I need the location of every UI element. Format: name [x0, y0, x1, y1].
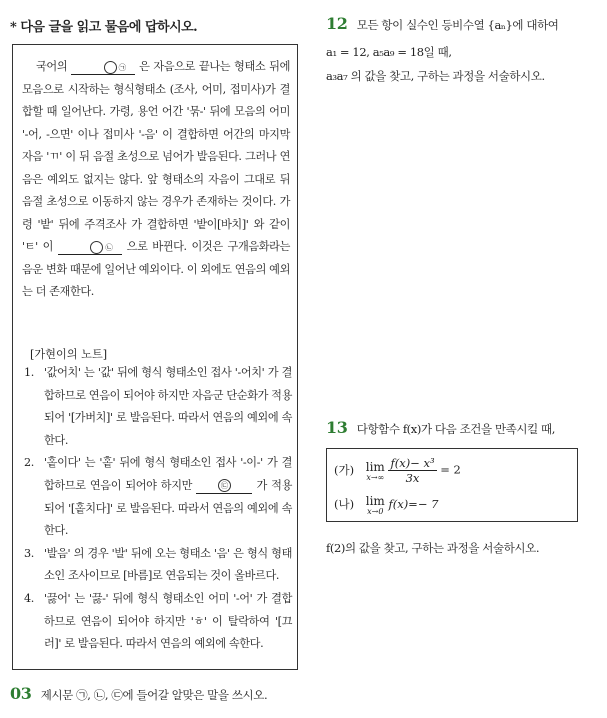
note-text: '끓어' 는 '끓-' 뒤에 형식 형태소인 어미 '-어' 가 결합하므로 연음이 되어야 하지만 'ㅎ' 이 탈락하여 '[끄러]' 로 발음된다. 따라서 연음의 예외에 속한다. [44, 591, 292, 651]
instruction: * 다음 글을 읽고 물음에 답하시오. [10, 20, 198, 35]
question-13 [326, 418, 555, 437]
condition-b-label: (나) [334, 497, 355, 511]
note-text-pre: '홑이다' 는 '홑' 뒤에 형식 형태소인 접사 '-이-' 가 결합하므로 연음이 되어야 하지만 [44, 456, 292, 492]
note-item [22, 588, 292, 656]
lim-subscript: x→∞ [366, 472, 385, 482]
q12-task: a₃a₇ 의 값을 찾고, 구하는 과정을 서술하시오. [326, 69, 545, 83]
note-item [22, 362, 292, 452]
condition-a-label: (가) [334, 462, 355, 477]
blank-2-mark: ㉡ [90, 241, 103, 254]
limit-operator [366, 460, 385, 482]
notes-title: [가현이의 노트] [30, 348, 108, 361]
question-03 [10, 684, 267, 703]
blank-1 [71, 60, 135, 75]
numerator: f(x)− x³ [390, 456, 435, 470]
q12-condition: a₁ = 12, a₅a₉ = 18일 때, [326, 45, 452, 59]
note-text: '값어치' 는 '값' 뒤에 형식 형태소인 접사 '-어치' 가 결합하므로 연음이 되어야 하지만 자음군 단순화가 적용되어 '[가버치]' 로 발음된다. 따라서 연음의 예외에 속한다. [44, 366, 292, 447]
lim-subscript: x→0 [367, 507, 384, 516]
blank-1-mark: ㉠ [104, 61, 117, 74]
blank-2 [58, 240, 122, 255]
limit-operator [366, 494, 385, 516]
blank-3 [196, 479, 252, 494]
note-number: 3. [24, 546, 34, 560]
note-number: 1. [24, 366, 34, 379]
fraction [388, 456, 436, 485]
question-number: 13 [326, 418, 348, 437]
question-12 [326, 14, 559, 33]
lim-text: lim [365, 459, 385, 474]
question-number: 03 [10, 684, 32, 703]
condition-b-expr: f(x)=− 7 [388, 497, 439, 511]
notes-list [22, 362, 292, 656]
note-text-post: 가 적용되어 '[홑치다]' 로 발음된다. 따라서 연음의 예외에 속한다. [44, 478, 292, 538]
denominator: 3x [405, 471, 420, 485]
question-text: 모든 항이 실수인 등비수열 {aₙ}에 대하여 [356, 18, 559, 32]
question-number: 12 [326, 14, 348, 33]
passage-text [22, 56, 290, 304]
blank-3-mark: ㉢ [218, 479, 231, 492]
note-text: '발음' 의 경우 '발' 뒤에 오는 형태소 '음' 은 형식 형태소인 조사이므로 [바름]로 연음되는 것이 올바르다. [44, 546, 292, 583]
question-text: 제시문 ㉠, ㉡, ㉢에 들어갈 알맞은 말을 쓰시오. [40, 688, 268, 702]
passage-seg3: 으로 바뀐다. 이것은 구개음화라는 음운 변화 때문에 일어난 예외이다. 이 외에도 연음의 예외는 더 존재한다. [22, 240, 290, 298]
passage-seg2: 은 자음으로 끝나는 형태소 뒤에 모음으로 시작하는 형식형태소 (조사, 어미, 접미사)가 결합할 때 일어난다. 가령, 용언 어간 '묶-' 뒤에 모음의 어미 '-어, -으면' 이나 접미사 '-음' 이 결합하면 어간의 마지막 자음 'ㄲ' 이 뒤 음절 초성으로 넘어가 발음된다. 그러나 연음은 예외도 없지는 않다. 앞 형태소의 자음이 그대로 뒤 음절 초성으로 이동하지 않는 경우가 존재하는 것이다. 가령 '밭' 뒤에 주격조사 가 결합하면 '밭이[바치]' 와 같이 'ㅌ' 이 [22, 60, 291, 253]
note-number: 2. [24, 456, 34, 470]
condition-a-rhs: = 2 [440, 462, 461, 477]
question-text: 다항함수 f(x)가 다음 조건을 만족시킬 때, [356, 422, 556, 436]
note-item [22, 543, 292, 588]
passage-seg1: 국어의 [36, 60, 72, 73]
lim-text: lim [365, 494, 385, 508]
q13-task: f(2)의 값을 찾고, 구하는 과정을 서술하시오. [326, 541, 540, 555]
condition-b [334, 494, 438, 516]
condition-a [334, 456, 461, 485]
note-number: 4. [24, 591, 34, 605]
note-item [22, 452, 292, 542]
